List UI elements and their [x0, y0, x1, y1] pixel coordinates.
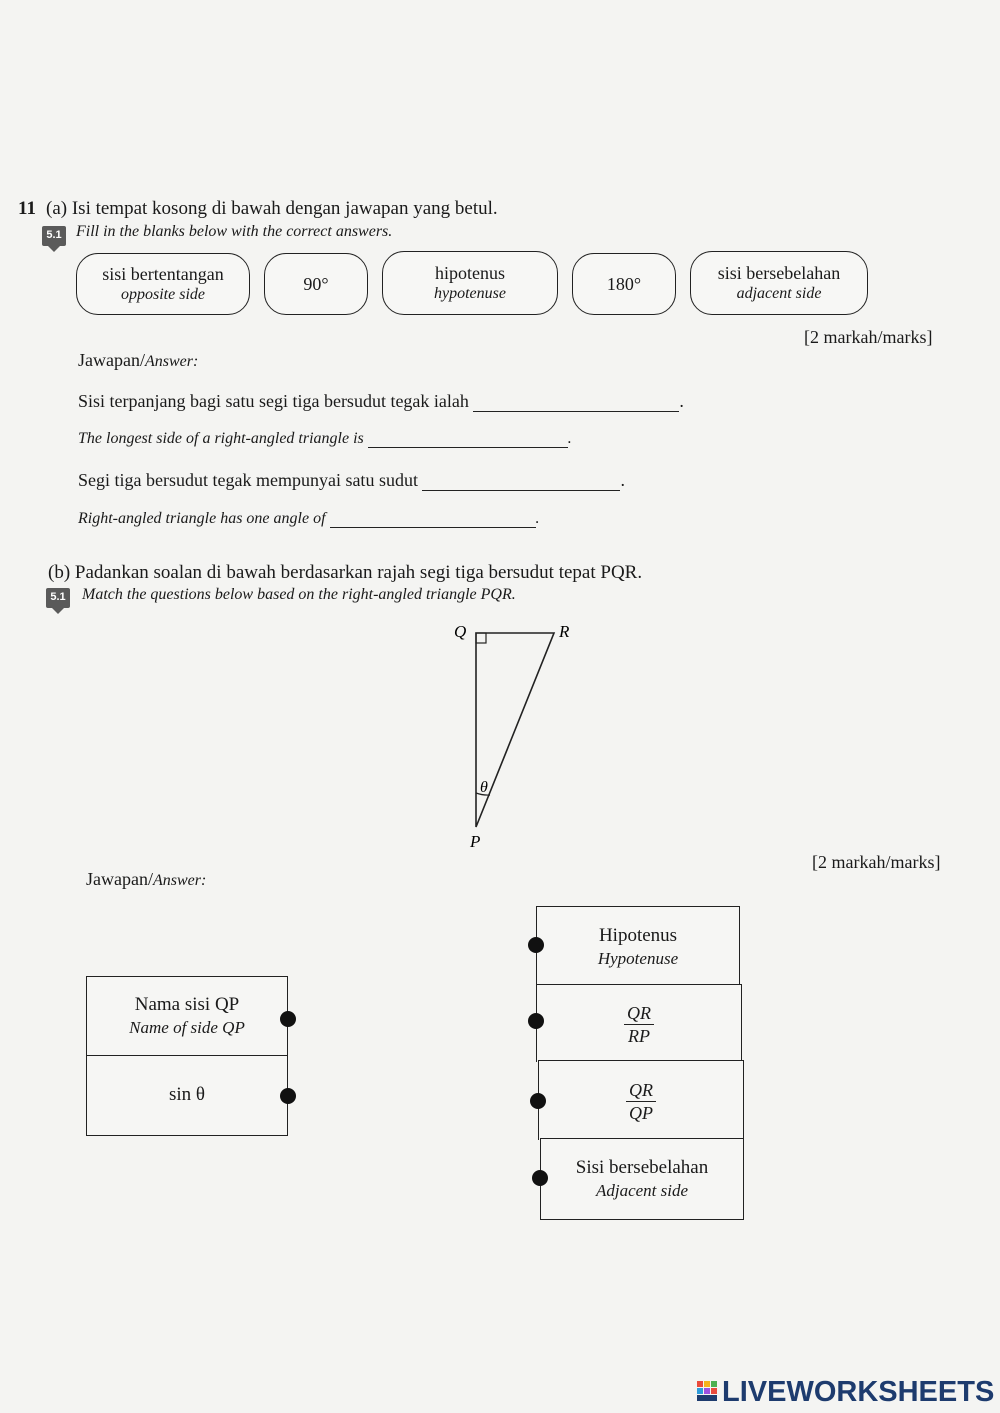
- blank-2-en[interactable]: [330, 511, 536, 528]
- skill-badge-b: 5.1: [46, 588, 70, 608]
- right-connector-dot-2[interactable]: [528, 1013, 544, 1029]
- answer-label-ms: Jawapan/: [86, 869, 153, 889]
- triangle-pqr-diagram: [440, 615, 590, 855]
- option-90-degrees[interactable]: [264, 253, 368, 315]
- part-b-answer-label: [86, 869, 206, 890]
- sentence-2-en: Right-angled triangle has one angle of .: [78, 510, 540, 527]
- sentence-2-ms: Segi tiga bersudut tegak mempunyai satu sudut .: [78, 470, 625, 490]
- answer-label-en: Answer:: [144, 353, 199, 370]
- part-b-instruction-en: Match the questions below based on the right-angled triangle PQR.: [82, 586, 516, 603]
- liveworksheets-watermark: LIVEWORKSHEETS: [722, 1376, 995, 1408]
- left-item-sin-theta[interactable]: [87, 1055, 287, 1135]
- part-b-header: [48, 562, 642, 584]
- right-item-adjacent-side[interactable]: [540, 1138, 744, 1220]
- option-opposite-side[interactable]: [76, 253, 250, 315]
- right-item-cell: [539, 1061, 743, 1141]
- right-item-ms: Sisi bersebelahan: [575, 1157, 709, 1178]
- angle-theta-label: θ: [480, 779, 488, 796]
- part-b-instruction-ms: Padankan soalan di bawah berdasarkan rajah segi tiga bersudut tepat PQR.: [74, 562, 643, 583]
- right-connector-dot-1[interactable]: [528, 937, 544, 953]
- blank-1-ms[interactable]: [473, 393, 679, 412]
- part-a-marks: [2 markah/marks]: [804, 327, 933, 347]
- right-item-cell: [537, 907, 739, 987]
- fraction-qr-qp: [626, 1079, 656, 1124]
- vertex-q-label: Q: [454, 622, 467, 641]
- option-label-ms: hipotenus: [435, 263, 505, 283]
- fraction-numerator: QR: [624, 1002, 654, 1025]
- part-b-label: (b): [48, 562, 71, 583]
- part-a-label: (a): [46, 198, 68, 219]
- sentence-1-en: The longest side of a right-angled triangle is .: [78, 430, 572, 447]
- part-a-instruction-en: Fill in the blanks below with the correct answers.: [76, 223, 393, 240]
- sentence-1-ms: Sisi terpanjang bagi satu segi tiga bersudut tegak ialah .: [78, 391, 684, 411]
- fraction-denominator: QP: [629, 1102, 653, 1123]
- option-label-en: adjacent side: [736, 285, 822, 302]
- left-item-name-of-side-qp[interactable]: [87, 977, 287, 1056]
- option-adjacent-side[interactable]: [690, 251, 868, 315]
- answer-label-ms: Jawapan/: [78, 350, 145, 370]
- vertex-p-label: P: [470, 832, 481, 851]
- left-item-ms: sin θ: [168, 1084, 206, 1105]
- left-item-en: Name of side QP: [129, 1018, 245, 1037]
- left-connector-dot-2[interactable]: [280, 1088, 296, 1104]
- sentence-1-en-text: The longest side of a right-angled triangle is: [78, 430, 364, 447]
- left-connector-dot-1[interactable]: [280, 1011, 296, 1027]
- option-hypotenuse[interactable]: [382, 251, 558, 315]
- option-label-ms: sisi bertentangan: [102, 264, 224, 284]
- part-a-answer-label: [78, 350, 198, 371]
- sentence-1-ms-text: Sisi terpanjang bagi satu segi tiga bersudut tegak ialah: [78, 391, 469, 411]
- fraction-qr-rp: [624, 1002, 654, 1047]
- right-item-en: Adjacent side: [595, 1181, 689, 1200]
- triangle-pqr: [476, 633, 554, 827]
- right-item-qr-over-qp[interactable]: [538, 1060, 744, 1140]
- option-180-degrees[interactable]: [572, 253, 676, 315]
- right-item-qr-over-rp[interactable]: [536, 984, 742, 1062]
- liveworksheets-logo-icon: [696, 1380, 718, 1402]
- right-angle-marker: [476, 633, 486, 643]
- right-item-en: Hypotenuse: [597, 949, 679, 968]
- right-connector-dot-4[interactable]: [532, 1170, 548, 1186]
- part-b-marks: [2 markah/marks]: [812, 852, 941, 872]
- option-label-en: opposite side: [121, 286, 205, 303]
- option-label-ms: sisi bersebelahan: [717, 263, 841, 283]
- blank-2-ms[interactable]: [422, 472, 620, 491]
- answer-label-en: Answer:: [152, 872, 207, 889]
- skill-badge-a: 5.1: [42, 226, 66, 246]
- sentence-2-en-text: Right-angled triangle has one angle of: [78, 510, 326, 527]
- sentence-2-ms-text: Segi tiga bersudut tegak mempunyai satu sudut: [78, 470, 418, 490]
- part-a-instruction-ms: Isi tempat kosong di bawah dengan jawapan yang betul.: [71, 198, 498, 219]
- right-item-hypotenuse[interactable]: [536, 906, 740, 986]
- vertex-r-label: R: [559, 622, 570, 641]
- option-label-ms: 180°: [606, 274, 642, 294]
- right-item-ms: Hipotenus: [598, 925, 678, 946]
- right-item-cell: [541, 1139, 743, 1219]
- blank-1-en[interactable]: [368, 431, 568, 448]
- fraction-denominator: RP: [628, 1025, 650, 1046]
- option-label-en: hypotenuse: [434, 285, 506, 302]
- right-item-cell: [537, 985, 741, 1063]
- fraction-numerator: QR: [626, 1079, 656, 1102]
- question-number: 11: [18, 198, 36, 219]
- right-connector-dot-3[interactable]: [530, 1093, 546, 1109]
- left-item-ms: Nama sisi QP: [134, 994, 240, 1015]
- option-label-ms: 90°: [303, 274, 329, 294]
- left-match-table: [86, 976, 288, 1136]
- part-a-header: [46, 198, 498, 220]
